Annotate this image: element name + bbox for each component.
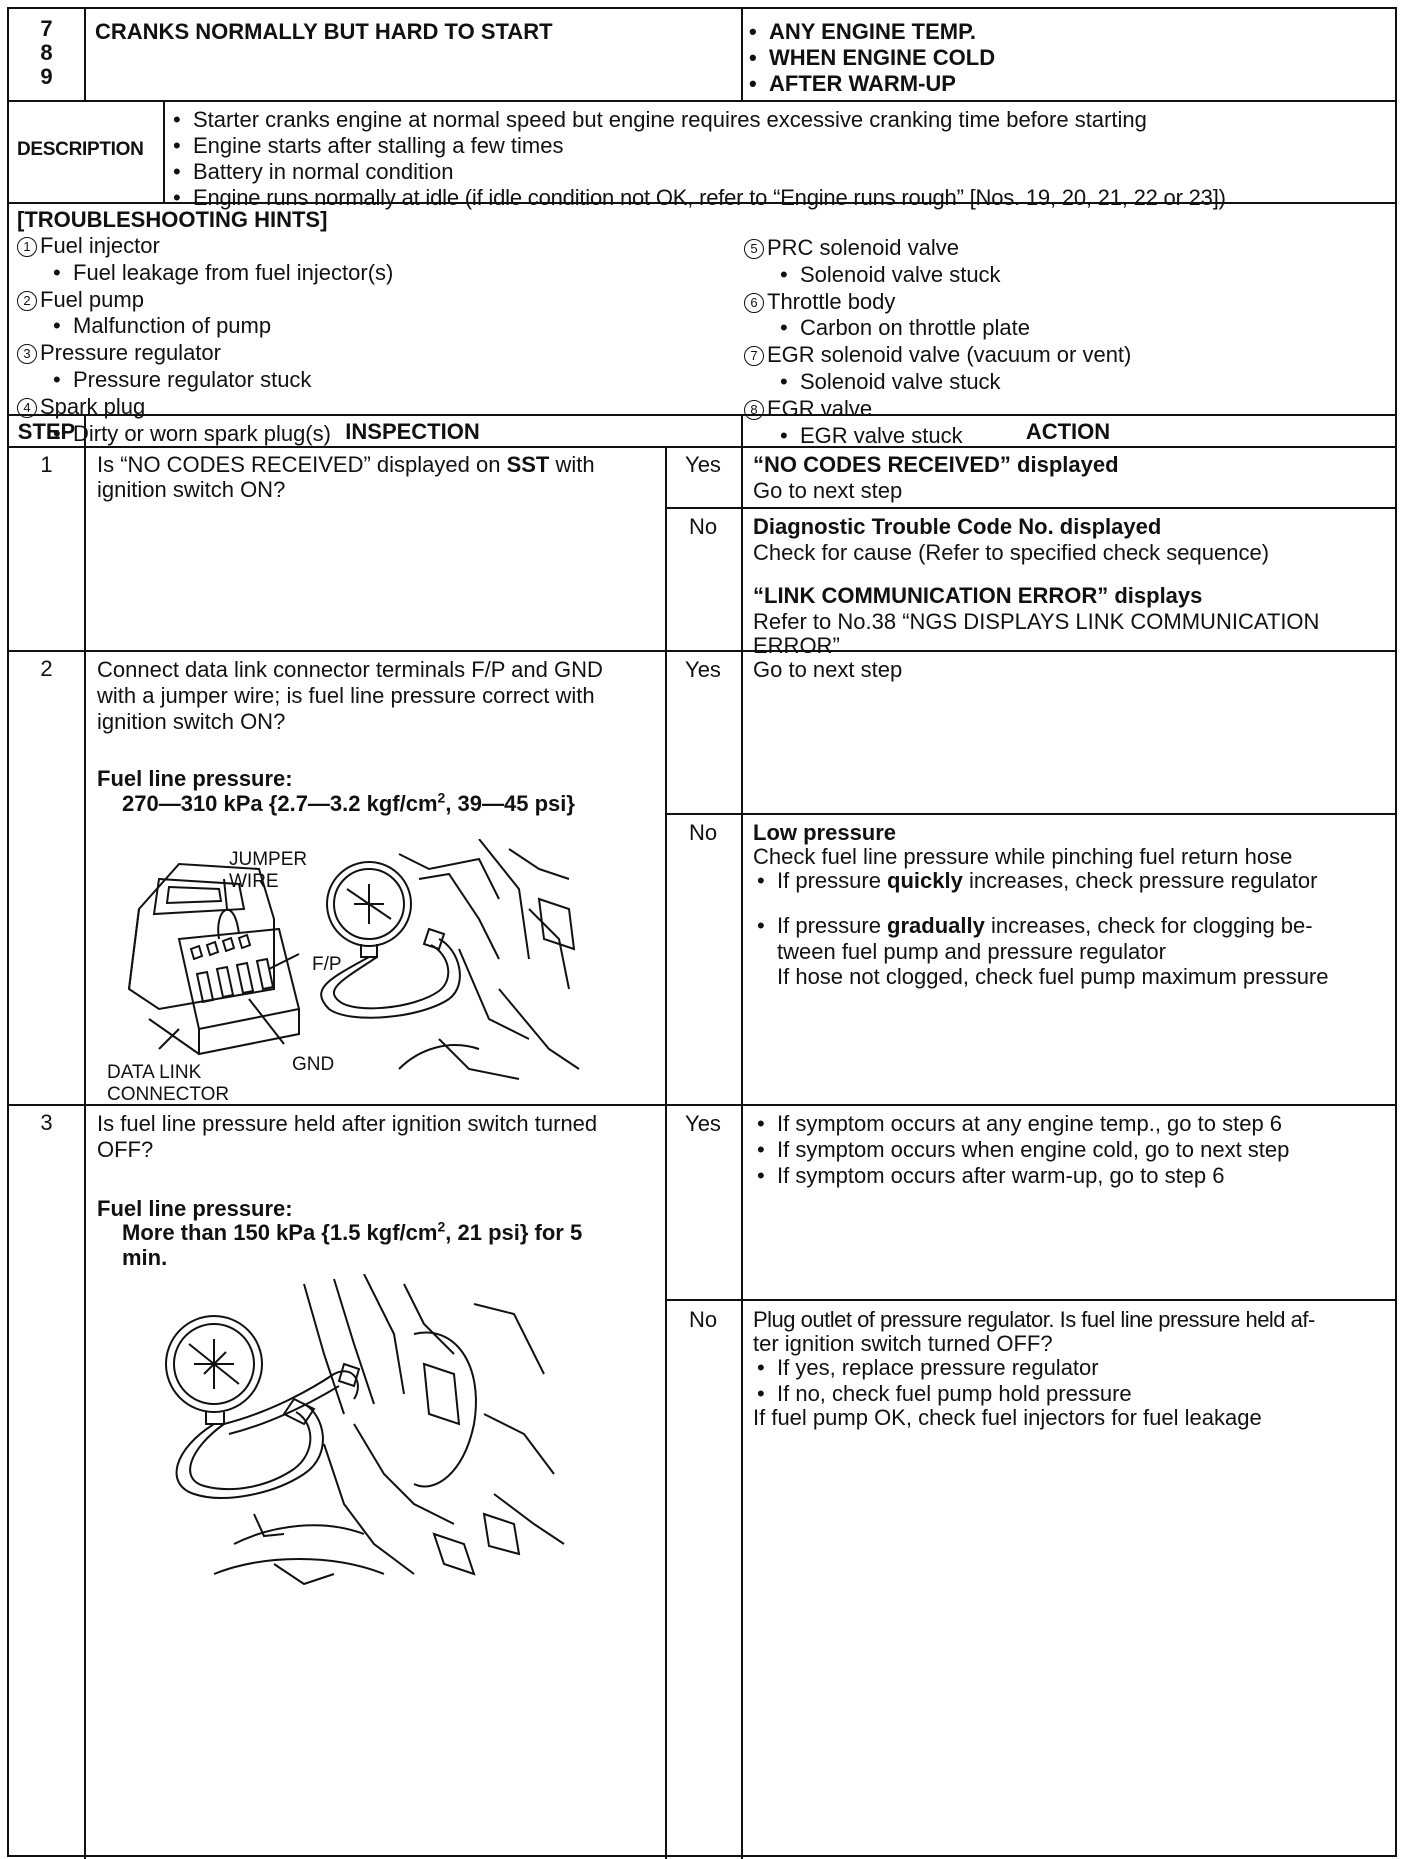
step3-yes-item: • If symptom occurs when engine cold, go to next step	[753, 1137, 1289, 1163]
step3-no-item: • If yes, replace pressure regulator	[753, 1355, 1132, 1381]
step2-no-list-2	[753, 913, 1313, 939]
yes-label: Yes	[685, 452, 721, 477]
step3-inspection: Is fuel line pressure held after ignition switch turned OFF?	[97, 1111, 598, 1162]
yes-label: Yes	[685, 1111, 721, 1136]
step2-spec-label: Fuel line pressure:	[97, 766, 293, 791]
hint-detail: • Pressure regulator stuck	[17, 367, 393, 394]
hints-left	[17, 233, 393, 447]
col-step-header: STEP	[17, 419, 76, 444]
step2-no-text: Check fuel line pressure while pinching fuel return hose	[753, 844, 1293, 869]
circled-number: 6	[744, 293, 764, 313]
circled-number: 3	[17, 344, 37, 364]
circled-number: 7	[744, 346, 764, 366]
step2-no-item: • If pressure quickly increases, check pressure regulator	[753, 868, 1317, 894]
hint-item: 8 EGR valve	[744, 396, 1131, 423]
circled-number: 8	[744, 400, 764, 420]
step1-no-text-3: ERROR”	[753, 633, 840, 658]
fuel-pressure-gauge-illustration	[154, 1274, 624, 1604]
step3-spec-label: Fuel line pressure:	[97, 1196, 293, 1221]
no-label: No	[688, 514, 718, 539]
hints-right	[744, 235, 1131, 449]
divider	[84, 414, 86, 1859]
step1-yes-heading: “NO CODES RECEIVED” displayed	[753, 452, 1119, 477]
divider	[665, 813, 1395, 815]
hint-item: 1 Fuel injector	[17, 233, 393, 260]
description-label: DESCRIPTION	[17, 139, 144, 160]
divider	[163, 100, 165, 202]
circled-number: 2	[17, 291, 37, 311]
step-number: 1	[40, 452, 53, 477]
step3-no-text-2: ter ignition switch turned OFF?	[753, 1331, 1053, 1356]
col-inspection-header: INSPECTION	[345, 419, 480, 444]
step3-no-item: • If no, check fuel pump hold pressure	[753, 1381, 1132, 1407]
hints-title: [TROUBLESHOOTING HINTS]	[17, 207, 328, 232]
step2-no-heading: Low pressure	[753, 820, 897, 845]
step2-no-text-2: tween fuel pump and pressure regulator	[777, 939, 1166, 964]
diagnostic-sheet	[7, 7, 1397, 1857]
step1-no-heading-2: “LINK COMMUNICATION ERROR” displays	[753, 583, 1203, 608]
step3-no-text-3: If fuel pump OK, check fuel injectors for fuel leakage	[753, 1405, 1262, 1430]
divider	[741, 9, 743, 100]
step-number: 3	[40, 1110, 53, 1135]
step3-no-list	[753, 1355, 1132, 1407]
hint-item: 3 Pressure regulator	[17, 340, 393, 367]
step2-no-list	[753, 868, 1317, 894]
symptom-numbers: 7 8 9	[40, 16, 53, 89]
step1-inspection: Is “NO CODES RECEIVED” displayed on SST with ignition switch ON?	[97, 452, 595, 502]
dlc-fuel-gauge-illustration	[99, 839, 659, 1105]
step1-no-text-2: Refer to No.38 “NGS DISPLAYS LINK COMMUNICATION	[753, 609, 1320, 634]
circled-number: 4	[17, 398, 37, 418]
step3-yes-item: • If symptom occurs after warm-up, go to step 6	[753, 1163, 1289, 1189]
divider	[665, 507, 1395, 509]
symptom-title: CRANKS NORMALLY BUT HARD TO START	[95, 19, 553, 44]
hint-detail: • Carbon on throttle plate	[744, 315, 1131, 342]
no-label: No	[688, 820, 718, 845]
step3-no-text: Plug outlet of pressure regulator. Is fuel line pressure held af-	[753, 1307, 1315, 1332]
condition-item: • AFTER WARM-UP	[745, 71, 995, 97]
label-fp: F/P	[312, 954, 342, 975]
step1-yes-text: Go to next step	[753, 478, 903, 503]
divider	[741, 414, 743, 1859]
step1-no-text: Check for cause (Refer to specified check sequence)	[753, 540, 1270, 565]
step2-spec-value: 270—310 kPa {2.7—3.2 kgf/$cm^2$, 39—45 psi}	[122, 789, 575, 816]
step2-yes-text: Go to next step	[753, 657, 903, 682]
circled-number: 1	[17, 237, 37, 257]
label-jumper-wire: JUMPER WIRE	[229, 849, 308, 892]
hint-detail: • Malfunction of pump	[17, 313, 393, 340]
label-data-link-connector: DATA LINK CONNECTOR	[107, 1062, 230, 1105]
hint-detail: • Dirty or worn spark plug(s)	[17, 421, 393, 448]
divider	[9, 650, 1395, 652]
illustration-drawing	[154, 1274, 624, 1604]
hint-detail: • Fuel leakage from fuel injector(s)	[17, 260, 393, 287]
hint-item: 5 PRC solenoid valve	[744, 235, 1131, 262]
description-item: • Engine runs normally at idle (if idle condition not OK, refer to “Engine runs rough” [Nos. 19, 20, 21, 22 or 23])	[169, 185, 1226, 211]
step2-no-text-3: If hose not clogged, check fuel pump maximum pressure	[777, 964, 1329, 989]
step2-no-item: • If pressure gradually increases, check for clogging be-	[753, 913, 1313, 939]
col-action-header: ACTION	[1025, 419, 1111, 444]
step3-spec-value: More than 150 kPa {1.5 kgf/$cm^2$, 21 psi} for 5	[122, 1218, 583, 1245]
step1-no-heading: Diagnostic Trouble Code No. displayed	[753, 514, 1162, 539]
description-list	[169, 107, 1226, 211]
step3-yes-list	[753, 1111, 1289, 1189]
circled-number: 5	[744, 239, 764, 259]
hint-item: 4 Spark plug	[17, 394, 393, 421]
divider	[9, 100, 1395, 102]
symptom-conditions	[745, 19, 995, 97]
step2-inspection: Connect data link connector terminals F/P and GND with a jumper wire; is fuel line pressure correct with ignition switch ON?	[97, 657, 603, 734]
hint-detail: • Solenoid valve stuck	[744, 369, 1131, 396]
hint-detail: • Solenoid valve stuck	[744, 262, 1131, 289]
description-item: • Battery in normal condition	[169, 159, 1226, 185]
hint-item: 6 Throttle body	[744, 289, 1131, 316]
hint-item: 2 Fuel pump	[17, 287, 393, 314]
step3-spec-value-2: min.	[122, 1245, 168, 1270]
hint-item: 7 EGR solenoid valve (vacuum or vent)	[744, 342, 1131, 369]
condition-item: • ANY ENGINE TEMP.	[745, 19, 995, 45]
step3-yes-item: • If symptom occurs at any engine temp., go to step 6	[753, 1111, 1289, 1137]
no-label: No	[688, 1307, 718, 1332]
yes-label: Yes	[685, 657, 721, 682]
divider	[665, 1299, 1395, 1301]
description-item: • Starter cranks engine at normal speed but engine requires excessive cranking time before starting	[169, 107, 1226, 133]
divider	[84, 9, 86, 100]
step-number: 2	[40, 656, 53, 681]
hint-detail: • EGR valve stuck	[744, 423, 1131, 450]
condition-item: • WHEN ENGINE COLD	[745, 45, 995, 71]
description-item: • Engine starts after stalling a few times	[169, 133, 1226, 159]
label-gnd: GND	[292, 1054, 335, 1075]
